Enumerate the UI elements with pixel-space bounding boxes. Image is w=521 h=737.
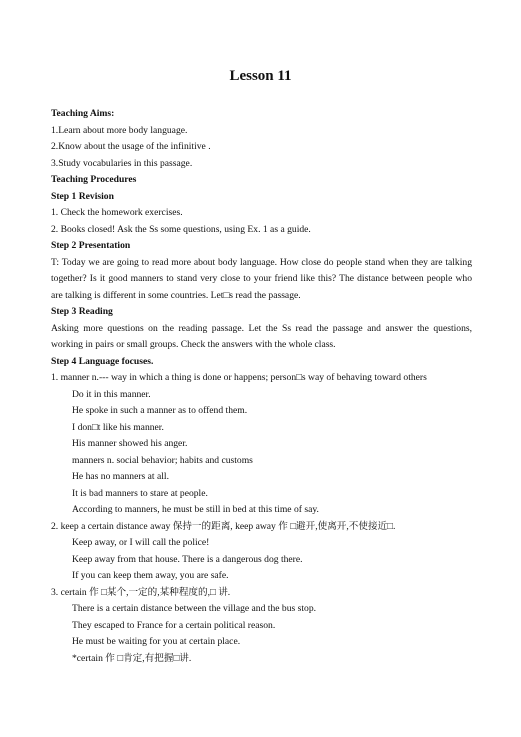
manner-definition: 1. manner n.--- way in which a thing is done or happens; person□s way of behaving toward others — [51, 372, 427, 383]
certain-example: There is a certain distance between the village and the bus stop. — [72, 603, 317, 614]
manner-example: He spoke in such a manner as to offend them. — [72, 405, 248, 416]
manner-example: manners n. social behavior; habits and customs — [72, 454, 253, 466]
manner-example: I don□t like his manner. — [72, 421, 164, 433]
step3-paragraph: Asking more questions on the reading passage. Let the Ss read the passage and answer the questions, working in pairs or small groups. Check the answers with the whole class. — [51, 322, 472, 350]
certain-example: They escaped to France for a certain political reason. — [72, 619, 276, 631]
aim-item: 1.Learn about more body language. — [51, 124, 188, 136]
manner-example: His manner showed his anger. — [72, 438, 188, 449]
step3-heading: Step 3 Reading — [51, 306, 113, 317]
keep-away-example: Keep away, or I will call the police! — [72, 537, 210, 548]
keep-away-example: Keep away from that house. There is a dangerous dog there. — [72, 553, 303, 565]
step1-item: 1. Check the homework exercises. — [51, 207, 183, 218]
teaching-procedures-heading: Teaching Procedures — [51, 174, 137, 185]
step4-heading: Step 4 Language focuses. — [51, 355, 154, 367]
step1-heading: Step 1 Revision — [51, 190, 114, 202]
manner-example: According to manners, he must be still in bed at this time of say. — [72, 504, 319, 515]
lesson-content — [51, 106, 472, 667]
manner-example: He has no manners at all. — [72, 471, 169, 482]
aim-item: 2.Know about the usage of the infinitive . — [51, 141, 211, 152]
lesson-title: Lesson 11 — [229, 68, 292, 84]
certain-example: He must be waiting for you at certain place. — [72, 636, 241, 647]
certain-note: *certain 作 □肯定,有把握□讲. — [72, 652, 192, 664]
manner-example: It is bad manners to stare at people. — [72, 487, 208, 499]
manner-example: Do it in this manner. — [72, 388, 151, 400]
aim-item: 3.Study vocabularies in this passage. — [51, 157, 193, 169]
keep-away-example: If you can keep them away, you are safe. — [72, 570, 229, 581]
step2-paragraph: T: Today we are going to read more about body language. How close do people stand when they are talking together? Is it good manners to stand very close to your friend like this? The distance between people who are talking is different in some countries. Let□s read the passage. — [51, 256, 472, 301]
step2-heading: Step 2 Presentation — [51, 240, 131, 251]
step1-item: 2. Books closed! Ask the Ss some questions, using Ex. 1 as a guide. — [51, 223, 311, 235]
certain-definition: 3. certain 作 □某个,一定的,某种程度的,□ 讲. — [51, 586, 231, 598]
keep-away-definition: 2. keep a certain distance away 保持一的距离, keep away 作 □避开,使离开,不使接近□. — [51, 520, 396, 532]
teaching-aims-heading: Teaching Aims: — [51, 108, 115, 119]
